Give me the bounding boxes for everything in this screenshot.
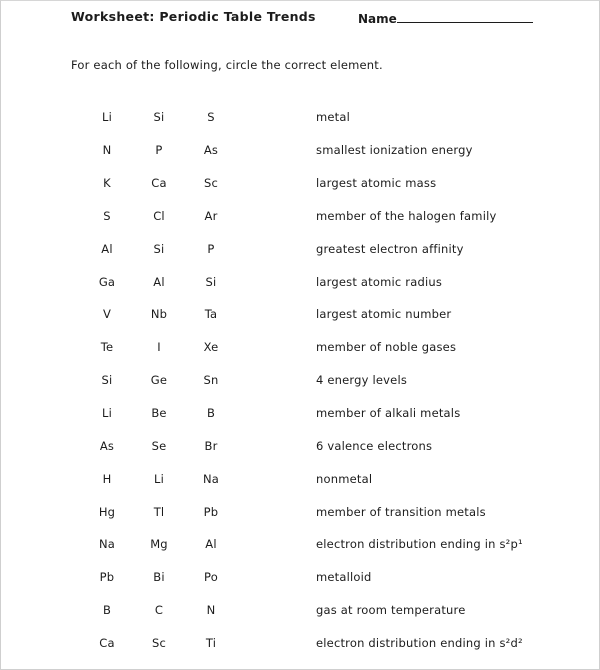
element-option-1: Si bbox=[101, 373, 113, 388]
clue-text: electron distribution ending in s²d² bbox=[316, 635, 523, 650]
element-option-2: Ca bbox=[151, 176, 167, 191]
element-option-1: V bbox=[102, 307, 112, 322]
element-option-2: Tl bbox=[153, 504, 165, 519]
clue-text: 6 valence electrons bbox=[316, 438, 433, 453]
element-option-2: Li bbox=[153, 471, 164, 486]
element-option-1: As bbox=[99, 438, 115, 453]
element-option-3: Na bbox=[202, 471, 220, 486]
clue-text: member of the halogen family bbox=[316, 208, 497, 223]
element-option-2: Mg bbox=[150, 537, 168, 552]
element-option-3: S bbox=[207, 110, 215, 125]
element-option-3: As bbox=[203, 143, 219, 158]
element-option-2: Al bbox=[153, 274, 165, 289]
worksheet-row bbox=[1, 397, 599, 430]
element-option-2: Se bbox=[151, 438, 167, 453]
element-option-3: Xe bbox=[203, 340, 219, 355]
worksheet-row bbox=[1, 627, 599, 660]
element-option-2: Cl bbox=[153, 208, 165, 223]
worksheet-row bbox=[1, 495, 599, 528]
element-option-1: B bbox=[102, 603, 112, 618]
element-option-3: N bbox=[206, 603, 216, 618]
element-option-2: Nb bbox=[150, 307, 168, 322]
element-option-2: P bbox=[155, 143, 163, 158]
worksheet-row bbox=[1, 134, 599, 167]
name-field bbox=[358, 9, 533, 26]
element-option-1: S bbox=[103, 208, 111, 223]
worksheet-row bbox=[1, 462, 599, 495]
worksheet-row bbox=[1, 561, 599, 594]
element-option-3: Ta bbox=[204, 307, 218, 322]
worksheet-rows bbox=[1, 101, 599, 659]
clue-text: nonmetal bbox=[316, 471, 373, 486]
worksheet-row bbox=[1, 200, 599, 233]
worksheet-row bbox=[1, 528, 599, 561]
element-option-3: Br bbox=[204, 438, 218, 453]
clue-text: gas at room temperature bbox=[316, 603, 466, 618]
clue-text: largest atomic number bbox=[316, 307, 452, 322]
clue-text: metalloid bbox=[316, 570, 372, 585]
instruction-text: For each of the following, circle the correct element. bbox=[71, 58, 383, 72]
element-option-1: Al bbox=[101, 241, 113, 256]
clue-text: member of noble gases bbox=[316, 340, 457, 355]
element-option-1: N bbox=[102, 143, 112, 158]
worksheet-row bbox=[1, 232, 599, 265]
clue-text: metal bbox=[316, 110, 351, 125]
worksheet-row bbox=[1, 429, 599, 462]
worksheet-row bbox=[1, 167, 599, 200]
worksheet-row bbox=[1, 594, 599, 627]
element-option-2: Bi bbox=[153, 570, 165, 585]
worksheet-row bbox=[1, 298, 599, 331]
name-blank-line bbox=[397, 9, 533, 23]
element-option-3: Si bbox=[205, 274, 217, 289]
element-option-2: I bbox=[157, 340, 161, 355]
element-option-3: Ti bbox=[205, 635, 217, 650]
element-option-1: Hg bbox=[98, 504, 116, 519]
element-option-1: Na bbox=[98, 537, 116, 552]
element-option-2: Si bbox=[153, 110, 165, 125]
worksheet-row bbox=[1, 364, 599, 397]
element-option-3: Pb bbox=[203, 504, 219, 519]
worksheet-row bbox=[1, 265, 599, 298]
worksheet-row bbox=[1, 101, 599, 134]
element-option-2: Sc bbox=[151, 635, 167, 650]
element-option-2: C bbox=[154, 603, 164, 618]
element-option-1: Pb bbox=[99, 570, 115, 585]
clue-text: member of transition metals bbox=[316, 504, 486, 519]
element-option-1: Ga bbox=[98, 274, 116, 289]
element-option-3: Sn bbox=[203, 373, 219, 388]
clue-text: 4 energy levels bbox=[316, 373, 408, 388]
element-option-2: Ge bbox=[150, 373, 168, 388]
worksheet-row bbox=[1, 331, 599, 364]
page-title: Worksheet: Periodic Table Trends bbox=[71, 9, 316, 24]
element-option-3: P bbox=[207, 241, 215, 256]
element-option-1: K bbox=[103, 176, 111, 191]
clue-text: largest atomic mass bbox=[316, 176, 437, 191]
element-option-3: Ar bbox=[204, 208, 218, 223]
element-option-3: B bbox=[206, 406, 216, 421]
element-option-1: Li bbox=[101, 406, 112, 421]
clue-text: smallest ionization energy bbox=[316, 143, 473, 158]
clue-text: electron distribution ending in s²p¹ bbox=[316, 537, 523, 552]
element-option-1: Te bbox=[100, 340, 114, 355]
element-option-2: Be bbox=[151, 406, 167, 421]
clue-text: greatest electron affinity bbox=[316, 241, 464, 256]
clue-text: largest atomic radius bbox=[316, 274, 443, 289]
name-label: Name bbox=[358, 12, 397, 26]
element-option-3: Sc bbox=[203, 176, 219, 191]
element-option-1: Ca bbox=[99, 635, 115, 650]
element-option-3: Po bbox=[204, 570, 218, 585]
element-option-1: Li bbox=[101, 110, 112, 125]
element-option-3: Al bbox=[205, 537, 217, 552]
element-option-1: H bbox=[102, 471, 112, 486]
clue-text: member of alkali metals bbox=[316, 406, 461, 421]
element-option-2: Si bbox=[153, 241, 165, 256]
